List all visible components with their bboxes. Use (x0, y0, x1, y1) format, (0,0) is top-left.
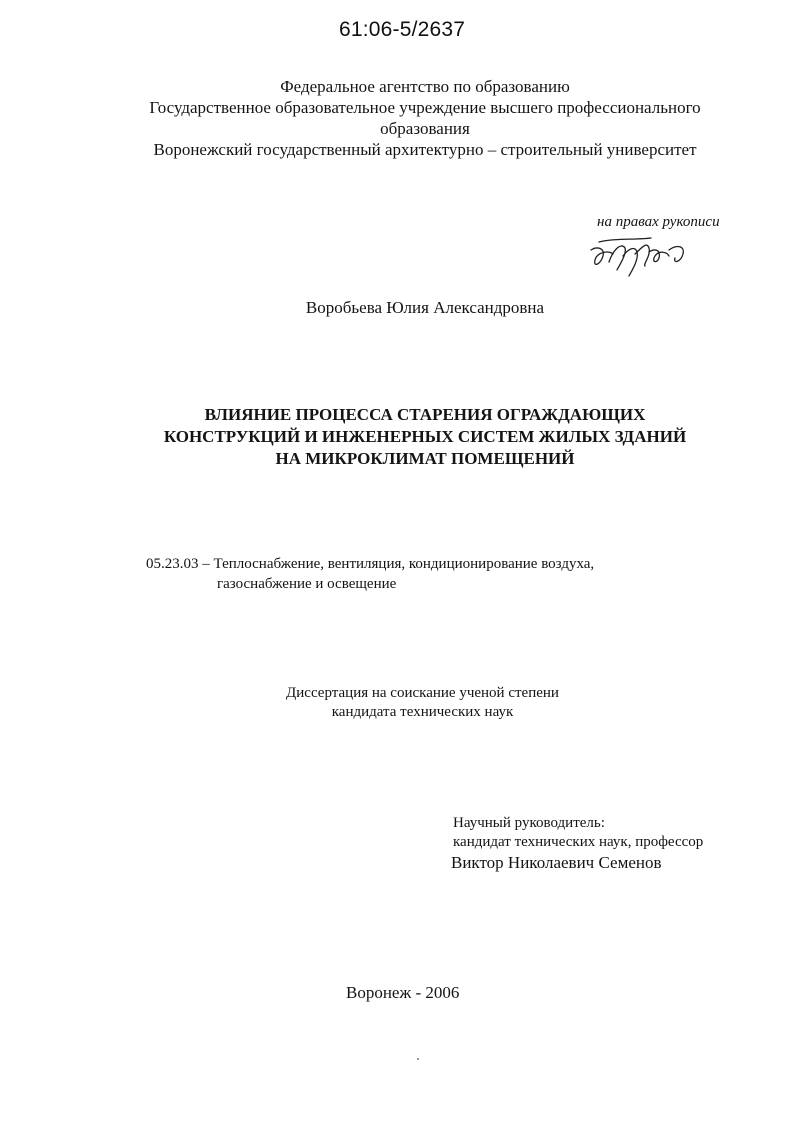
supervisor-label: Научный руководитель: (453, 815, 605, 831)
catalog-stamp-number: 61:06-5/2637 (339, 18, 466, 41)
manuscript-rights-note: на правах рукописи (597, 214, 720, 230)
degree-line-1: Диссертация на соискание ученой степени (286, 685, 559, 701)
organization-line-3: образования (380, 119, 470, 138)
dissertation-title-line-1: ВЛИЯНИЕ ПРОЦЕССА СТАРЕНИЯ ОГРАЖДАЮЩИХ (204, 405, 646, 424)
organization-line-1: Федеральное агентство по образованию (280, 77, 570, 96)
specialty-line-1: 05.23.03 – Теплоснабжение, вентиляция, кондиционирование воздуха, (146, 556, 595, 572)
supervisor-title: кандидат технических наук, профессор (453, 834, 704, 850)
specialty-line-2: газоснабжение и освещение (217, 576, 397, 592)
dissertation-title-line-2: КОНСТРУКЦИЙ И ИНЖЕНЕРНЫХ СИСТЕМ ЖИЛЫХ ЗДАНИЙ (163, 427, 687, 446)
handwritten-signature-icon (585, 232, 695, 282)
city-year: Воронеж - 2006 (346, 983, 460, 1002)
scan-speck (417, 1058, 419, 1060)
organization-line-2: Государственное образовательное учреждение высшего профессионального (149, 98, 701, 117)
degree-line-2: кандидата технических наук (331, 704, 514, 720)
author-name: Воробьева Юлия Александровна (305, 298, 545, 317)
organization-line-4: Воронежский государственный архитектурно – строительный университет (153, 140, 697, 159)
dissertation-title-line-3: НА МИКРОКЛИМАТ ПОМЕЩЕНИЙ (275, 449, 575, 468)
supervisor-name: Виктор Николаевич Семенов (451, 853, 662, 872)
